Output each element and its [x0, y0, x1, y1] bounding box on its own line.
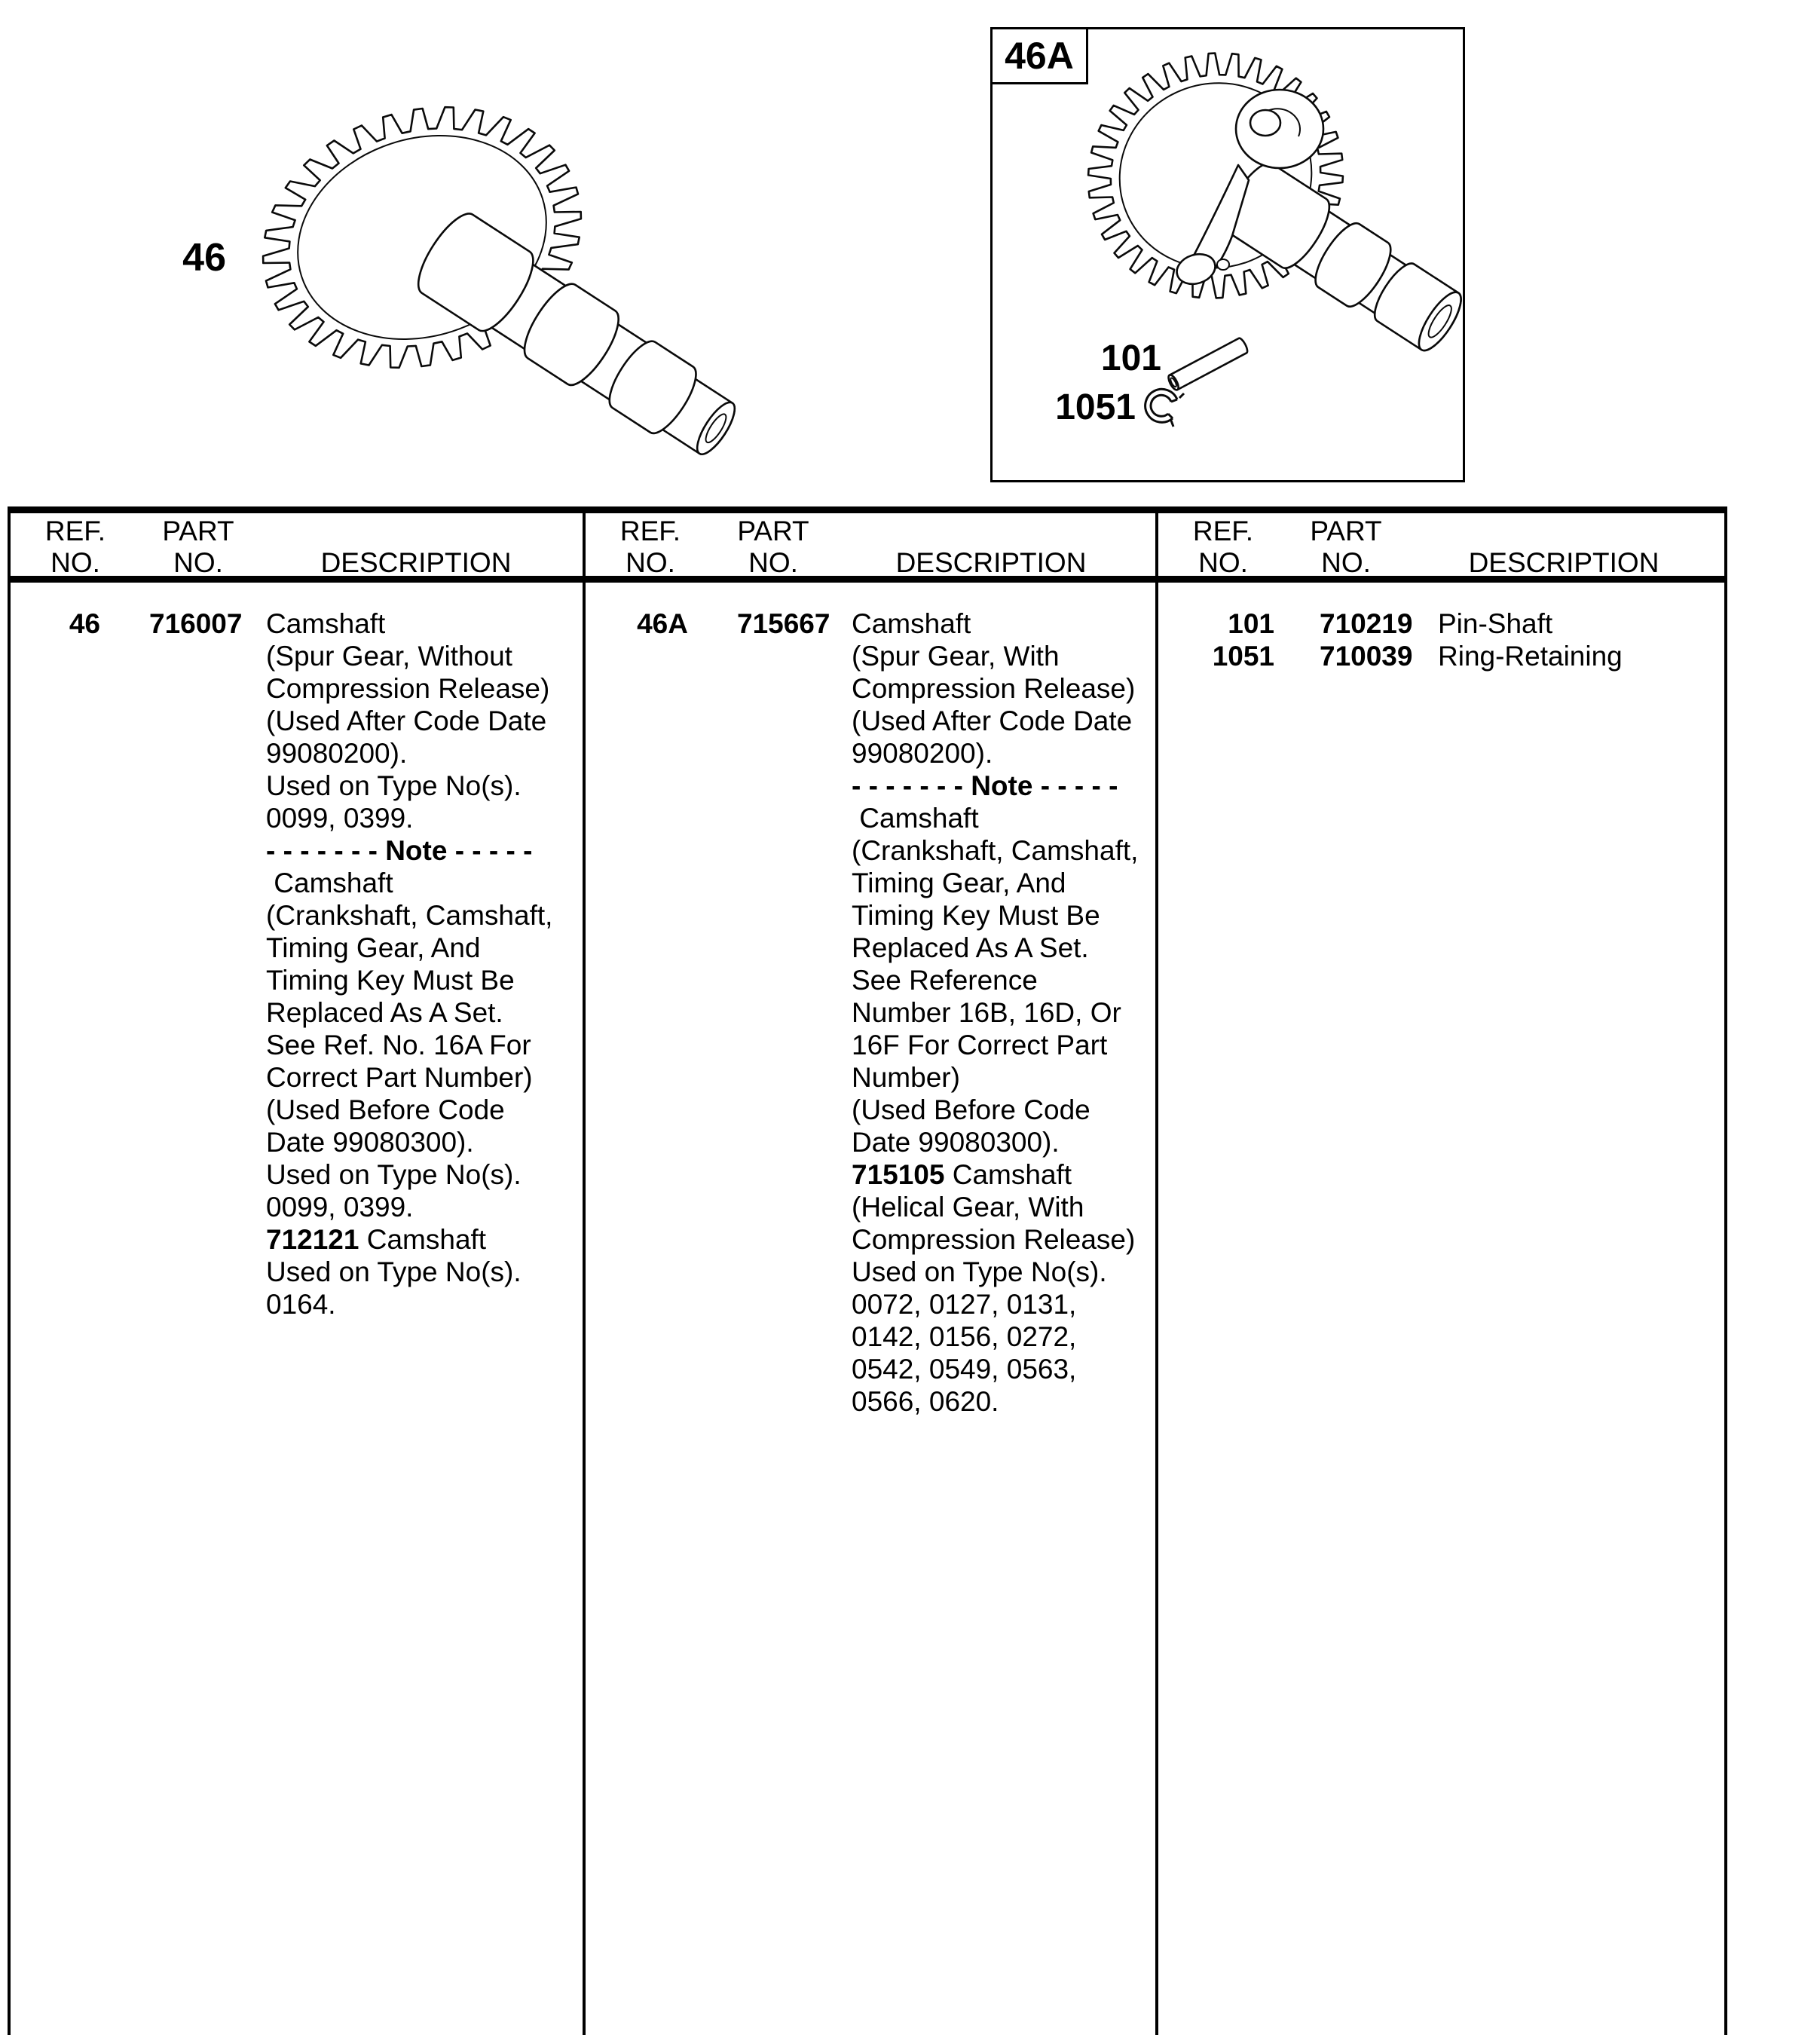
- description-line: (Helical Gear, With: [852, 1192, 1084, 1223]
- description-line: 715105 Camshaft: [852, 1159, 1072, 1190]
- figure-46-label: 46: [182, 236, 226, 280]
- description-line: 16F For Correct Part: [852, 1030, 1108, 1060]
- table-column-divider-1: [583, 506, 586, 2035]
- header-part-line2: NO.: [1321, 547, 1371, 578]
- description-line: (Spur Gear, Without: [266, 641, 512, 672]
- description-line: (Used Before Code: [266, 1094, 505, 1125]
- table-top-border: [8, 506, 1727, 513]
- header-ref-line2: NO.: [1198, 547, 1248, 578]
- description-line: Date 99080300).: [852, 1127, 1060, 1158]
- description-line: Compression Release): [266, 673, 550, 704]
- part-no-cell: 710039: [1320, 641, 1413, 672]
- description-line: Camshaft: [852, 803, 979, 834]
- description-line: Camshaft: [266, 608, 386, 639]
- header-ref-line2: NO.: [50, 547, 100, 578]
- description-line: Replaced As A Set.: [852, 932, 1089, 963]
- description-line: See Ref. No. 16A For: [266, 1030, 531, 1060]
- retaining-ring-label: 1051: [1055, 387, 1136, 427]
- description-line: Number): [852, 1062, 960, 1093]
- camshaft-spur-gear-illustration: [249, 75, 746, 460]
- description-line: (Crankshaft, Camshaft,: [852, 835, 1139, 866]
- description-cell: [852, 607, 1138, 1418]
- description-line: 0099, 0399.: [266, 803, 414, 834]
- description-line: - - - - - - - Note - - - - -: [266, 835, 533, 866]
- description-line: Date 99080300).: [266, 1127, 474, 1158]
- description-line: 0072, 0127, 0131,: [852, 1289, 1077, 1320]
- pin-shaft-drawing: [1167, 337, 1249, 391]
- description-line: 712121 Camshaft: [266, 1224, 487, 1255]
- description-line: Compression Release): [852, 673, 1136, 704]
- header-part-line2: NO.: [748, 547, 798, 578]
- header-description: DESCRIPTION: [320, 547, 512, 578]
- table-left-border: [8, 506, 11, 2035]
- description-line: Camshaft: [852, 608, 971, 639]
- description-line: (Crankshaft, Camshaft,: [266, 900, 553, 931]
- description-line: Used on Type No(s).: [266, 770, 522, 801]
- description-line: See Reference: [852, 965, 1038, 996]
- part-no-cell: 710219: [1320, 608, 1413, 639]
- header-part-line1: PART: [162, 516, 234, 546]
- description-line: Timing Key Must Be: [266, 965, 515, 996]
- description-line: Compression Release): [852, 1224, 1136, 1255]
- description-line: Ring-Retaining: [1438, 641, 1623, 672]
- part-no-cell: 715667: [737, 608, 830, 639]
- description-line: 0142, 0156, 0272,: [852, 1321, 1077, 1352]
- retaining-ring-drawing: [1146, 389, 1184, 427]
- description-line: - - - - - - - Note - - - - -: [852, 770, 1118, 801]
- description-line: (Used Before Code: [852, 1094, 1090, 1125]
- description-line: Number 16B, 16D, Or: [852, 997, 1121, 1028]
- ref-no-cell: 101: [1228, 608, 1274, 639]
- header-ref-line1: REF.: [44, 516, 106, 546]
- description-line: 99080200).: [852, 738, 993, 769]
- description-line: 0542, 0549, 0563,: [852, 1354, 1077, 1385]
- description-line: (Spur Gear, With: [852, 641, 1060, 672]
- figure-46a-label-box: [993, 29, 1088, 84]
- description-line: Used on Type No(s).: [266, 1256, 522, 1287]
- part-no-cell: 716007: [149, 608, 243, 639]
- description-line: Timing Gear, And: [852, 868, 1066, 898]
- description-cell: [1438, 640, 1623, 672]
- description-line: (Used After Code Date: [266, 705, 547, 736]
- description-line: Correct Part Number): [266, 1062, 533, 1093]
- header-ref-line2: NO.: [626, 547, 675, 578]
- description-line: (Used After Code Date: [852, 705, 1133, 736]
- description-line: Timing Key Must Be: [852, 900, 1100, 931]
- table-right-border: [1724, 506, 1727, 2035]
- description-line: 0566, 0620.: [852, 1386, 999, 1417]
- description-line: Camshaft: [266, 868, 393, 898]
- header-part-line1: PART: [1310, 516, 1382, 546]
- header-part-line1: PART: [737, 516, 809, 546]
- description-line: Replaced As A Set.: [266, 997, 503, 1028]
- description-cell: [266, 607, 552, 1320]
- description-line: 99080200).: [266, 738, 408, 769]
- description-cell: [1438, 607, 1552, 640]
- header-part-line2: NO.: [173, 547, 223, 578]
- description-line: Used on Type No(s).: [852, 1256, 1107, 1287]
- ref-no-cell: 46: [69, 608, 100, 639]
- figure-46a-label: 46A: [1005, 35, 1074, 77]
- header-description: DESCRIPTION: [895, 547, 1087, 578]
- header-description: DESCRIPTION: [1468, 547, 1659, 578]
- description-line: 0099, 0399.: [266, 1192, 414, 1223]
- header-ref-line1: REF.: [619, 516, 681, 546]
- description-line: 0164.: [266, 1289, 336, 1320]
- table-column-divider-2: [1155, 506, 1158, 2035]
- header-ref-line1: REF.: [1192, 516, 1254, 546]
- ref-no-cell: 1051: [1212, 641, 1274, 672]
- description-line: Pin-Shaft: [1438, 608, 1553, 639]
- description-line: Used on Type No(s).: [266, 1159, 522, 1190]
- description-line: Timing Gear, And: [266, 932, 481, 963]
- figure-46a-box: [990, 27, 1465, 482]
- ref-no-cell: 46A: [637, 608, 688, 639]
- pin-shaft-label: 101: [1100, 338, 1161, 378]
